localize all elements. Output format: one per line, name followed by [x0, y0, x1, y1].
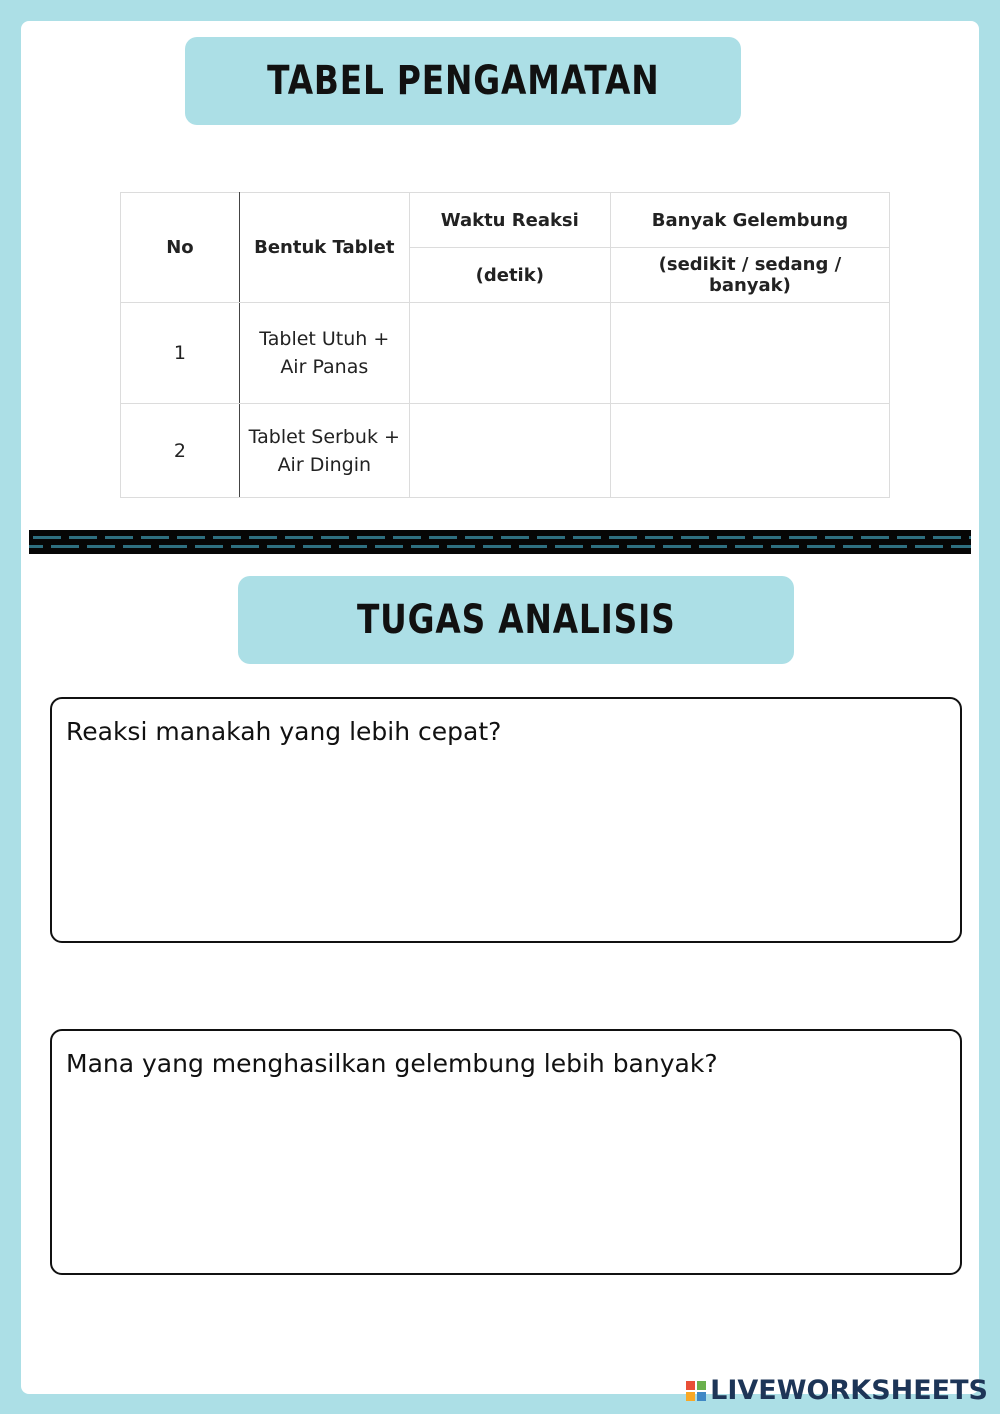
shape-line-2: Air Panas	[280, 356, 369, 378]
bubble-amount-input-cell[interactable]	[610, 404, 889, 498]
table-row	[121, 303, 890, 404]
answer-box-2[interactable]	[50, 1029, 962, 1275]
row-number: 1	[121, 303, 240, 404]
section-divider	[29, 530, 971, 554]
question-1-text: Reaksi manakah yang lebih cepat?	[66, 717, 502, 746]
shape-line-1: Tablet Utuh +	[259, 328, 390, 350]
reaction-time-input-cell[interactable]	[409, 303, 610, 404]
header-tablet-shape: Bentuk Tablet	[239, 193, 409, 303]
header-time-unit: (detik)	[409, 248, 610, 303]
divider-pattern	[29, 530, 971, 554]
header-reaction-time: Waktu Reaksi	[409, 193, 610, 248]
shape-line-2: Air Dingin	[277, 453, 372, 476]
row-number: 2	[121, 404, 240, 498]
observation-title-text: TABEL PENGAMATAN	[266, 58, 660, 104]
answer-box-1[interactable]	[50, 697, 962, 943]
reaction-time-input-cell[interactable]	[409, 404, 610, 498]
shape-line-1: Tablet Serbuk +	[248, 425, 400, 448]
header-bubble-scale: (sedikit / sedang / banyak)	[610, 248, 889, 303]
header-bubble-amount: Banyak Gelembung	[610, 193, 889, 248]
header-no: No	[121, 193, 240, 303]
bubble-amount-input-cell[interactable]	[610, 303, 889, 404]
analysis-title	[238, 576, 794, 664]
liveworksheets-logo[interactable]	[686, 1375, 988, 1406]
question-2-text: Mana yang menghasilkan gelembung lebih banyak?	[66, 1049, 718, 1078]
observation-table	[120, 192, 890, 498]
logo-brand-text: LIVEWORKSHEETS	[710, 1375, 988, 1406]
table-header-row	[121, 193, 890, 248]
row-tablet-shape	[239, 404, 409, 498]
logo-squares-icon	[686, 1381, 706, 1401]
observation-table-title	[185, 37, 741, 125]
row-tablet-shape	[239, 303, 409, 404]
table-row	[121, 404, 890, 498]
analysis-title-text: TUGAS ANALISIS	[356, 597, 676, 643]
